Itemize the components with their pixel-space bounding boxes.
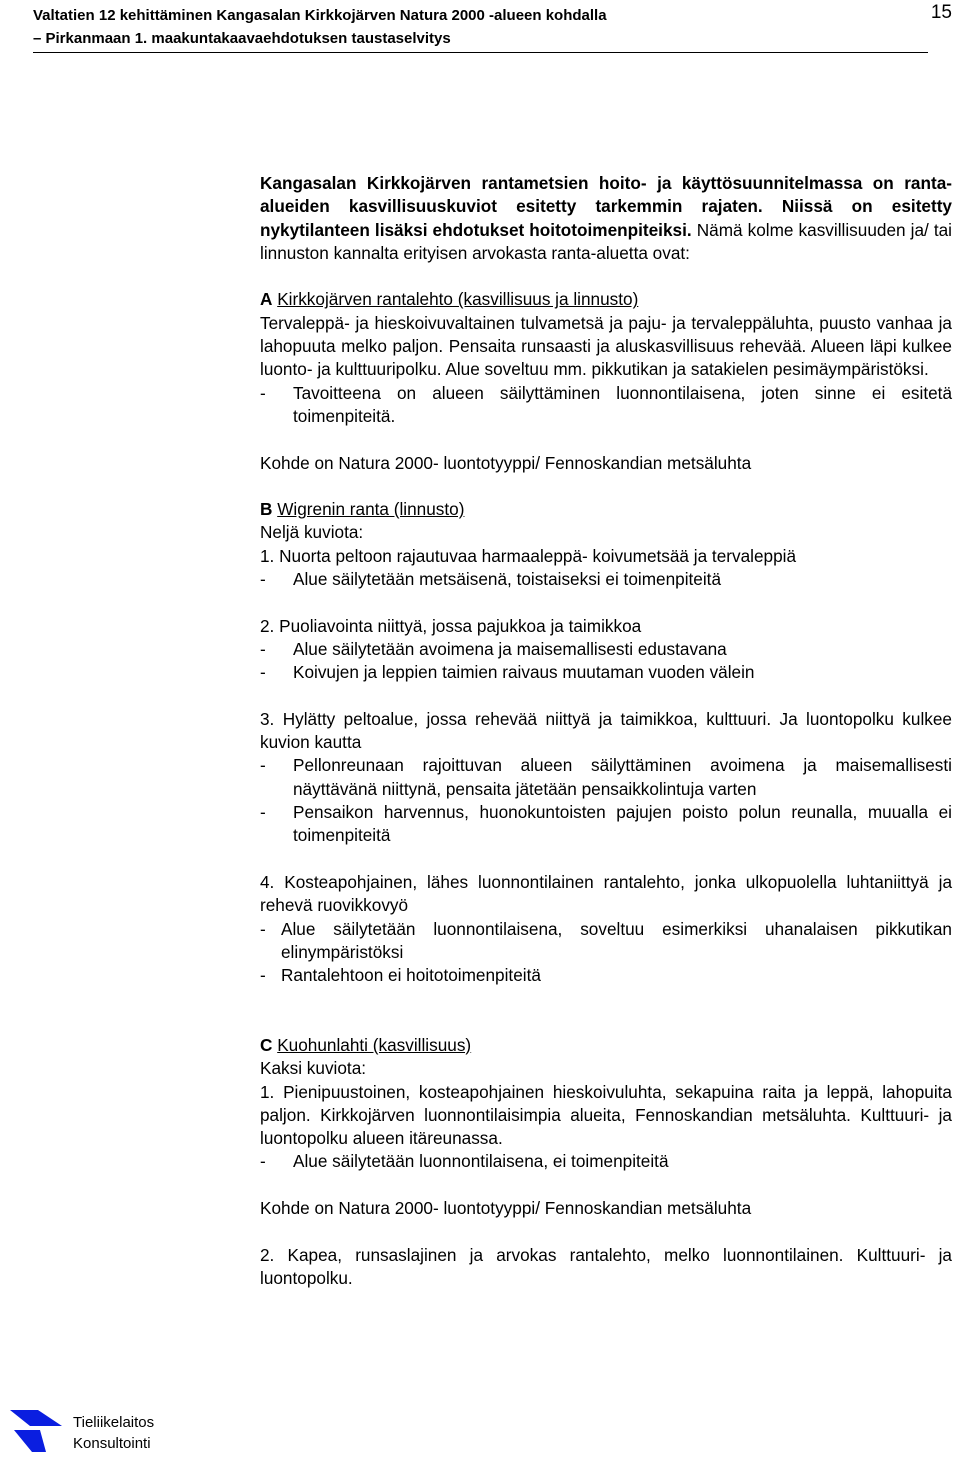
section-a-bullet: - Tavoitteena on alueen säilyttäminen luonnontilaisena, joten sinne ei esitetä toimenpiteitä. [260,382,952,426]
section-b-heading [260,498,952,521]
section-a-description: Tervaleppä- ja hieskoivuvaltainen tulvametsä ja paju- ja tervaleppäluhta, puusto vanhaa ja lahopuuta melko paljon. Pensaita runsaasti ja aluskasvillisuus rehevää. Alueen läpi kulkee luonto- ja kulttuuripolku. Alue soveltuu mm. pikkutikan ja satakielen pesimäympäristöksi. [260,312,952,380]
tieliikelaitos-logo [10,1410,62,1452]
page-footer [10,1410,310,1458]
section-c-title: Kuohunlahti (kasvillisuus) [277,1034,472,1055]
footer-org [73,1412,154,1454]
section-c-item-2: 2. Kapea, runsaslajinen ja arvokas rantalehto, melko luonnontilainen. Kulttuuri- ja luontopolku. [260,1244,952,1288]
page-header [33,4,928,53]
section-c-note: Kohde on Natura 2000- luontotyyppi/ Fennoskandian metsäluhta [260,1198,752,1219]
section-b-item-1: 1. Nuorta peltoon rajautuvaa harmaaleppä- koivumetsää ja tervaleppiä [260,545,797,566]
section-c-heading [260,1034,952,1057]
section-c-letter: C [260,1034,273,1055]
section-a-letter: A [260,289,273,310]
section-b-item-2-bullet-1: - Alue säilytetään avoimena ja maisemallisesti edustavana [260,638,727,659]
section-c-subtitle: Kaksi kuviota: [260,1058,367,1079]
section-b-subtitle: Neljä kuviota: [260,522,364,543]
section-c-item-1: 1. Pienipuustoinen, kosteapohjainen hieskoivuluhta, sekapuina raita ja leppä, lahopuita paljon. Kirkkojärven luonnontilaisimpia alueita, Fennoskandian metsäluhta. Kulttuuri- ja luontopolku alueen itäreunassa. [260,1081,952,1149]
section-c-item-1-bullet: - Alue säilytetään luonnontilaisena, ei toimenpiteitä [260,1151,669,1172]
section-b-title: Wigrenin ranta (linnusto) [277,499,465,520]
section-b-item-4-bullet-1: - Alue säilytetään luonnontilaisena, soveltuu esimerkiksi uhanalaisen pikkutikan elinympäristöksi [260,918,952,962]
footer-org-line1: Tieliikelaitos [73,1414,155,1431]
intro-paragraph [260,172,952,265]
header-subtitle: – Pirkanmaan 1. maakuntakaavaehdotuksen taustaselvitys [33,27,928,53]
section-b-item-2-bullet-2: - Koivujen ja leppien taimien raivaus muutaman vuoden välein [260,662,755,683]
intro-text: Nämä kolme kasvillisuuden ja/ tai linnuston kannalta erityisen arvokasta ranta-aluetta ovat: [260,219,953,263]
section-b-item-3-bullet-2: - Pensaikon harvennus, huonokuntoisten pajujen poisto polun reunalla, muualla ei toimenpiteitä [260,802,952,846]
intro-bold-text: Kangasalan Kirkkojärven rantametsien hoito- ja käyttösuunnitelmassa on ranta-alueiden kasvillisuuskuviot esitetty tarkemmin rajaten. Niissä on esitetty nykytilanteen lisäksi ehdotukset hoitotoimenpiteiksi. [260,173,952,240]
section-b-item-2: 2. Puoliavointa niittyä, jossa pajukkoa ja taimikkoa [260,615,642,636]
section-b-item-1-bullet: - Alue säilytetään metsäisenä, toistaiseksi ei toimenpiteitä [260,569,722,590]
section-a-heading [260,288,952,311]
footer-org-line2: Konsultointi [73,1435,151,1452]
section-b-item-4: 4. Kosteapohjainen, lähes luonnontilainen rantalehto, jonka ulkopuolella luhtaniittyä ja rehevä ruovikkovyö [260,871,952,916]
section-b-item-4-bullet-2: - Rantalehtoon ei hoitotoimenpiteitä [260,965,541,986]
section-b-item-3: 3. Hylätty peltoalue, jossa rehevää niittyä ja taimikkoa, kulttuuri. Ja luontopolku kulkee kuvion kautta [260,708,952,753]
document-body [260,172,952,1290]
header-title: Valtatien 12 kehittäminen Kangasalan Kirkkojärven Natura 2000 -alueen kohdalla [33,7,607,24]
page-number: 15 [930,2,952,23]
section-b-letter: B [260,499,273,520]
section-b-item-3-bullet-1: - Pellonreunaan rajoittuvan alueen säilyttäminen avoimena ja maisemallisesti näyttävänä niittynä, pensaita jätetään pensaikkolintuja varten [260,755,952,799]
section-a-title: Kirkkojärven rantalehto (kasvillisuus ja linnusto) [277,289,639,310]
section-a-note: Kohde on Natura 2000- luontotyyppi/ Fennoskandian metsäluhta [260,452,752,473]
